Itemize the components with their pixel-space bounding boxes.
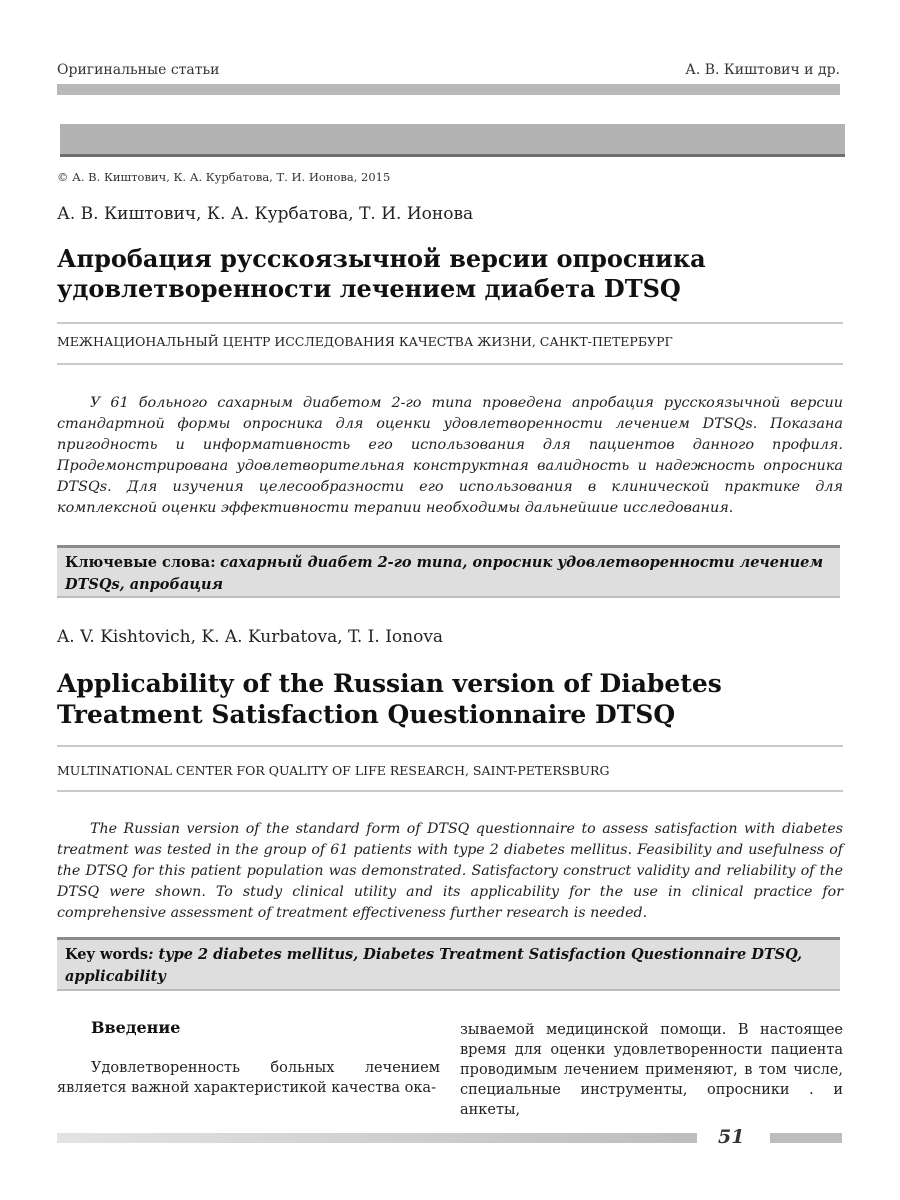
title-ru-line1: Апробация русскоязычной версии опросника — [57, 244, 706, 273]
abstract-en: The Russian version of the standard form of DTSQ questionnaire to assess satisfaction with diabetes treatment was tested in the group of 61 patients with type 2 diabetes mellitus. Feasibility and usefulness of the DTSQ for this patient population was demonstrated. Satisfactory construct validity and reliability of the DTSQ were shown. To study clinical utility and its applicability for the use in clinical practice for comprehensive assessment of treatment effectiveness further research is needed. — [57, 821, 843, 921]
title-en-line1: Applicability of the Russian version of Diabetes — [57, 669, 722, 698]
divider — [57, 745, 843, 747]
keywords-label-ru: Ключевые слова: — [65, 554, 216, 571]
affiliation-en: MULTINATIONAL CENTER FOR QUALITY OF LIFE RESEARCH, SAINT-PETERSBURG — [57, 763, 610, 778]
running-header-section: Оригинальные статьи — [57, 62, 220, 78]
column-left — [57, 1018, 440, 1098]
footer-bar — [770, 1133, 842, 1143]
running-header-authors: А. В. Киштович и др. — [685, 62, 840, 78]
page-number: 51 — [718, 1126, 745, 1148]
title-en — [57, 668, 722, 730]
copyright-line: © А. В. Киштович, К. А. Курбатова, Т. И. Ионова, 2015 — [57, 170, 391, 184]
keywords-box-ru — [57, 545, 840, 598]
divider — [57, 790, 843, 792]
section-heading-intro: Введение — [91, 1018, 181, 1037]
title-ru — [57, 244, 706, 304]
keywords-box-en — [57, 937, 840, 991]
footer-bar — [57, 1133, 697, 1143]
decorative-band — [60, 124, 845, 157]
divider — [57, 363, 843, 365]
authors-en: A. V. Kishtovich, K. A. Kurbatova, T. I. Ionova — [57, 627, 444, 647]
abstract-ru: У 61 больного сахарным диабетом 2-го типа проведена апробация русскоязычной версии стандартной формы опросника для оценки удовлетворенности лечением DTSQs. Показана пригодность и информативность его использования для пациентов данного профиля. Продемонстрирована удовлетворительная конструктная валидность и надежность опросника DTSQs. Для изучения целесообразности его использования в клинической практике для комплексной оценки эффективности терапии необходимы дальнейшие исследования. — [57, 395, 843, 516]
divider — [57, 322, 843, 324]
intro-paragraph-left: Удовлетворенность больных лечением является важной характеристикой качества ока- — [57, 1060, 440, 1096]
keywords-label-en: Key words — [65, 946, 149, 963]
title-en-line2: Treatment Satisfaction Questionnaire DTSQ — [57, 700, 676, 729]
authors-ru: А. В. Киштович, К. А. Курбатова, Т. И. Ионова — [57, 204, 474, 224]
header-rule — [57, 84, 840, 95]
keywords-text-en: : type 2 diabetes mellitus, Diabetes Treatment Satisfaction Questionnaire DTSQ, applicability — [65, 946, 803, 985]
title-ru-line2: удовлетворенности лечением диабета DTSQ — [57, 274, 681, 303]
affiliation-ru: МЕЖНАЦИОНАЛЬНЫЙ ЦЕНТР ИССЛЕДОВАНИЯ КАЧЕСТВА ЖИЗНИ, САНКТ-ПЕТЕРБУРГ — [57, 334, 673, 349]
column-right: зываемой медицинской помощи. В настоящее время для оценки удовлетворенности пациента проводимым лечением применяют, в том числе, специальные инструменты, опросники . и анкеты, — [460, 1022, 843, 1118]
keywords-text-ru: сахарный диабет 2-го типа, опросник удовлетворенности лечением DTSQs, апробация — [65, 554, 824, 593]
